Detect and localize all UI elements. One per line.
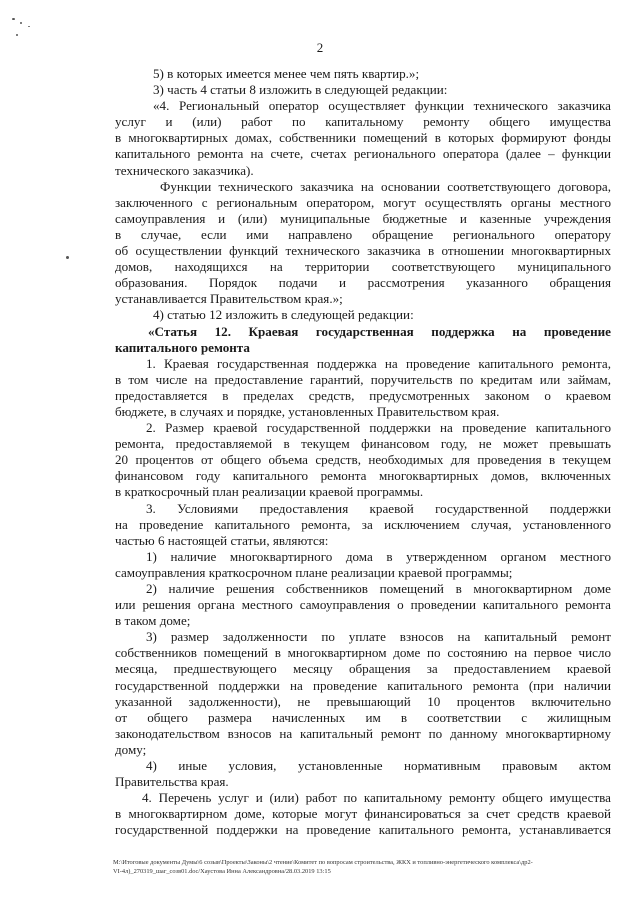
paragraph-line: в многоквартирных домах, собственники помещений в которых формируют фонды xyxy=(115,130,611,146)
paragraph-line: Функции технического заказчика на основании соответствующего договора, xyxy=(160,178,611,194)
scan-speck xyxy=(12,18,15,20)
paragraph-line: государственной поддержки на проведение капитального ремонта, устанавливается xyxy=(115,822,611,838)
paragraph-line: домов, находящихся на территории соответствующего муниципального xyxy=(115,259,611,275)
list-item-line: в таком доме; xyxy=(115,613,191,629)
scan-speck xyxy=(20,22,22,24)
footer-line: M:\Итоговые документы Думы\6 созыв\Проекты\Законы\2 чтение\Комитет по вопросам строительства, ЖКХ и топливно-энергетического комплекса\др2- xyxy=(113,859,533,866)
article-heading-line: капитального ремонта xyxy=(115,339,250,355)
paragraph-line: предоставляется в пределах средств, предусмотренных законом о краевом xyxy=(115,387,611,403)
paragraph-line: 20 процентов от общего объема средств, необходимых для проведения в текущем xyxy=(115,452,611,468)
article-heading-line: «Статья 12. Краевая государственная поддержка на проведение xyxy=(148,323,611,339)
paragraph-line: устанавливается Правительством края.»; xyxy=(115,291,343,307)
scan-speck xyxy=(28,26,30,27)
list-item-line: 2) наличие решения собственников помещений в многоквартирном доме xyxy=(146,581,611,596)
paragraph-line: бюджете, в случаях и порядке, установленных Правительством края. xyxy=(115,403,500,419)
paragraph-line: 1. Краевая государственная поддержка на проведение капитального ремонта, xyxy=(146,355,611,371)
paragraph-line: ремонта, предоставляемой в текущем финансовом году, не может превышать xyxy=(115,436,611,452)
list-item-line: самоуправления краткосрочном плане реализации краевой программы; xyxy=(115,564,513,580)
paragraph-line: 5) в которых имеется менее чем пять квартир.»; xyxy=(153,66,420,81)
list-item-line: месяца, предшествующего месяцу обращения за предоставлением краевой xyxy=(115,661,611,677)
paragraph-line: капитального ремонта на счете, счетах регионального оператора (далее – функции xyxy=(115,146,611,162)
paragraph-line: услуг и (или) работ по капитальному ремонту общего имущества xyxy=(115,114,611,130)
list-item-line: собственников помещений в многоквартирном доме по состоянию на первое число xyxy=(115,645,611,661)
paragraph-line: частью 6 настоящей статьи, являются: xyxy=(115,532,329,548)
paragraph-line: в случае, если ими направлено обращение регионального оператору xyxy=(115,226,611,242)
paragraph-line: заключенного с региональным оператором, могут осуществлять органы местного xyxy=(115,194,611,210)
paragraph-line: технического заказчика). xyxy=(115,162,254,178)
list-item-line: от общего размера начисленных им в соответствии с жилищным xyxy=(115,709,611,725)
paragraph-line: финансовом году капитального ремонта многоквартирных домов, включенных xyxy=(115,468,611,484)
paragraph-line: образования. Порядок подачи и рассмотрения указанного обращения xyxy=(115,275,611,291)
paragraph-line: 2. Размер краевой государственной поддержки на проведение капитального xyxy=(146,420,611,436)
list-item-line: указанной задолженности), не превышающий 10 процентов включительно xyxy=(115,693,611,709)
file-path-footer xyxy=(113,858,613,876)
list-item-line: 3) размер задолженности по уплате взносов на капитальный ремонт xyxy=(146,629,611,645)
paragraph-line: об осуществлении функций технического заказчика в отношении многоквартирных xyxy=(115,243,611,259)
paragraph-line: 3. Условиями предоставления краевой государственной поддержки xyxy=(146,500,611,516)
list-item-line: или решения органа местного самоуправления о проведении капитального ремонта xyxy=(115,597,611,613)
list-item-line: дому; xyxy=(115,741,147,757)
document-body xyxy=(115,66,611,839)
paragraph-line: 4. Перечень услуг и (или) работ по капитальному ремонту общего имущества xyxy=(142,790,611,806)
list-item-line: государственной поддержки на проведение капитального ремонта (при наличии xyxy=(115,677,611,693)
paragraph-line: 3) часть 4 статьи 8 изложить в следующей редакции: xyxy=(153,82,448,98)
paragraph-line: 4) статью 12 изложить в следующей редакции: xyxy=(153,307,414,323)
scan-speck xyxy=(16,34,18,36)
list-item-line: законодательством взносов на капитальный ремонт по данному многоквартирному xyxy=(115,725,611,741)
list-item-line: Правительства края. xyxy=(115,774,229,790)
paragraph-line: «4. Региональный оператор осуществляет функции технического заказчика xyxy=(153,98,611,114)
paragraph-line: самоуправления и (или) муниципальные бюджетные и казенные учреждения xyxy=(115,210,611,226)
footer-line: VI-4л)_270319_шаг_созв01.doc/Хаустова Инна Александровна/28.03.2019 13:15 xyxy=(113,868,331,875)
paragraph-line: в краткосрочный план реализации краевой программы. xyxy=(115,484,424,500)
paragraph-line: в том числе на предоставление гарантий, поручительств по кредитам или займам, xyxy=(115,371,611,387)
page-number: 2 xyxy=(316,40,324,55)
list-item-line: 1) наличие многоквартирного дома в утвержденном органом местного xyxy=(146,548,611,564)
list-item-line: 4) иные условия, установленные нормативным правовым актом xyxy=(146,758,611,774)
scan-speck xyxy=(66,256,69,259)
paragraph-line: на проведение капитального ремонта, за исключением случая, установленного xyxy=(115,516,611,532)
paragraph-line: в многоквартирном доме, которые могут финансироваться за счет средств краевой xyxy=(115,806,611,822)
